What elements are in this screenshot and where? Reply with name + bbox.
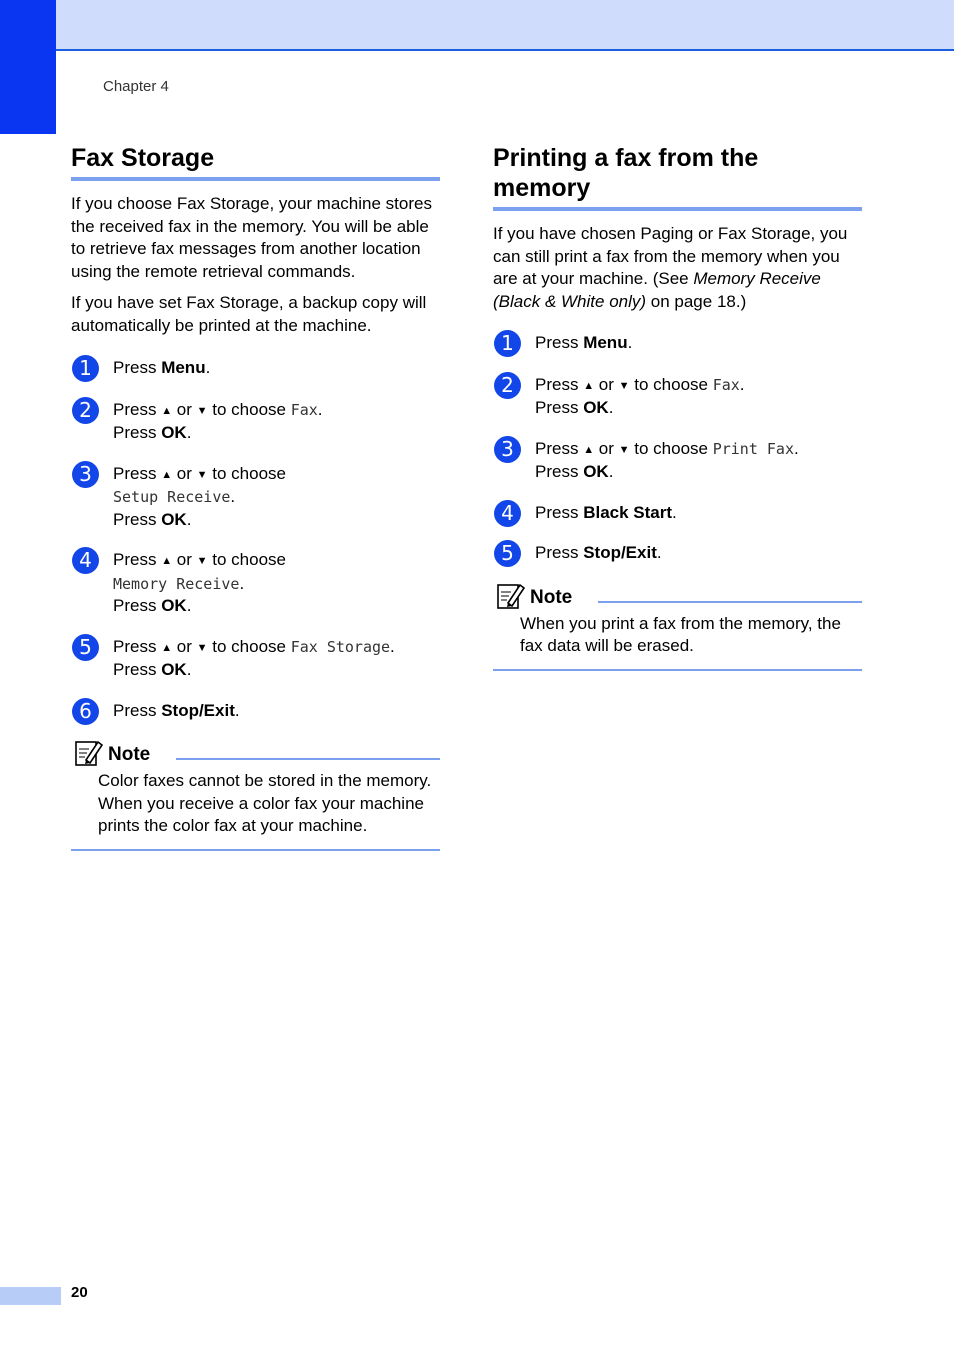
step-text: . [317,399,323,419]
step-number-icon: 4 [72,547,99,574]
step-text: . [739,374,745,394]
note-divider [493,669,862,671]
note-text: When you print a fax from the memory, the fax data will be erased. [520,613,841,655]
note-text: Color faxes cannot be stored in the memory. When you receive a color fax your machine prints the color fax at your machine. [98,771,432,835]
step-number-icon: 6 [72,698,99,725]
step-text: . [390,636,395,656]
cross-reference: Memory Receive (Black & White only) [493,269,821,311]
step-text: Press [535,502,584,522]
down-arrow-icon: ▼ [196,641,208,654]
step-text: Press [113,596,162,615]
step-1 [71,357,440,380]
chapter-tab [0,0,56,134]
step-text: . [656,543,662,562]
footer-band [0,1287,61,1305]
note-divider [71,849,440,851]
down-arrow-icon: ▼ [618,379,630,392]
step-2 [493,374,862,420]
page-number: 20 [71,1284,88,1301]
paragraph [493,223,862,313]
step-number-icon: 3 [494,436,521,463]
down-arrow-icon: ▼ [196,404,208,417]
step-number-icon: 5 [72,634,99,661]
step-4 [71,549,440,618]
step-text: . [186,660,192,679]
step-5 [71,636,440,682]
step-number-icon: 1 [72,355,99,382]
step-text: or [172,550,197,569]
step-text: Press [113,509,162,529]
step-text: Press [535,462,584,481]
step-text: Press [535,374,584,394]
step-text: Press [113,550,162,569]
step-2 [71,399,440,445]
step-text: or [594,374,619,394]
step-text: . [234,700,240,720]
step-text: to choose [207,399,291,419]
note-header [71,738,440,770]
step-text: or [172,636,197,656]
step-text: or [172,463,197,483]
section-title-fax-storage: Fax Storage [71,140,440,181]
up-arrow-icon: ▲ [161,468,173,481]
key-label: OK [161,509,187,529]
paragraph: If you choose Fax Storage, your machine stores the received fax in the memory. You will be able to retrieve fax messages from another location using the remote retrieval commands. [71,194,432,281]
key-label: Stop/Exit [161,700,235,720]
step-text: . [793,438,799,458]
up-arrow-icon: ▲ [583,379,595,392]
menu-option: Fax [712,375,740,394]
down-arrow-icon: ▼ [196,555,208,567]
title-line: memory [493,174,591,202]
step-number-icon: 5 [494,540,521,567]
key-label: OK [161,423,187,442]
step-text: Press [535,398,584,417]
section-title-printing-fax [493,140,862,211]
step-text: Press [535,543,584,562]
note-pencil-icon [74,738,104,768]
step-number-icon: 3 [72,461,99,488]
key-label: OK [161,596,187,615]
step-5 [493,542,862,565]
step-6 [71,700,440,723]
step-text: . [608,398,614,417]
step-number-icon: 4 [494,500,521,527]
right-column [493,140,862,671]
step-text: Press [113,463,162,483]
paragraph: If you have set Fax Storage, a backup copy will automatically be printed at the machine. [71,293,427,335]
step-text: to choose [629,438,713,458]
up-arrow-icon: ▲ [161,641,173,654]
step-4 [493,502,862,525]
header-band [0,0,954,51]
step-text: . [205,358,211,377]
title-line: Printing a fax from the [493,144,759,172]
note-box [493,581,862,671]
step-text: . [239,573,245,593]
key-label: Menu [583,333,628,352]
step-text: Press [113,423,162,442]
step-text: . [230,487,236,506]
step-3 [71,463,440,532]
note-rule [176,758,440,760]
key-label: Black Start [583,502,673,522]
menu-option: Memory Receive [113,574,240,593]
step-text: . [608,462,614,481]
step-text: Press [535,438,584,458]
step-text: Press [113,660,162,679]
note-pencil-icon [496,581,526,611]
step-text: Press [113,358,162,377]
up-arrow-icon: ▲ [161,404,173,417]
chapter-label: Chapter 4 [103,78,169,95]
step-text: Press [535,333,584,352]
step-text: or [594,438,619,458]
menu-option: Print Fax [712,439,794,458]
note-title: Note [108,744,151,765]
paragraph-text: on page 18.) [646,291,747,311]
note-title: Note [530,586,573,608]
step-text: to choose [207,636,291,656]
step-text: or [172,399,197,419]
paragraph-text: If you have chosen Paging or Fax Storage, you can still print a fax from the memory when you are at your machine. (See [493,224,848,288]
step-text: Press [113,399,162,419]
key-label: OK [583,398,609,417]
up-arrow-icon: ▲ [161,555,173,567]
step-text: to choose [207,463,286,483]
key-label: OK [583,462,609,481]
step-3 [493,438,862,484]
step-text: . [186,423,192,442]
step-text: . [186,596,192,615]
menu-option: Fax Storage [290,637,391,656]
step-text: Press [113,636,162,656]
key-label: Stop/Exit [583,543,657,562]
step-number-icon: 1 [494,330,521,357]
down-arrow-icon: ▼ [196,468,208,481]
note-header [493,581,862,613]
left-column [71,140,440,851]
step-text: Press [113,700,162,720]
key-label: Menu [161,358,206,377]
step-1 [493,332,862,355]
step-text: to choose [207,550,286,569]
step-number-icon: 2 [72,397,99,424]
note-box [71,738,440,851]
menu-option: Fax [290,400,318,419]
menu-option: Setup Receive [113,488,231,506]
up-arrow-icon: ▲ [583,443,595,456]
step-number-icon: 2 [494,372,521,399]
step-text: . [186,509,192,529]
down-arrow-icon: ▼ [618,443,630,456]
note-rule [598,601,862,603]
step-text: to choose [629,374,713,394]
key-label: OK [161,660,187,679]
step-text: . [672,502,677,522]
step-text: . [627,333,633,352]
